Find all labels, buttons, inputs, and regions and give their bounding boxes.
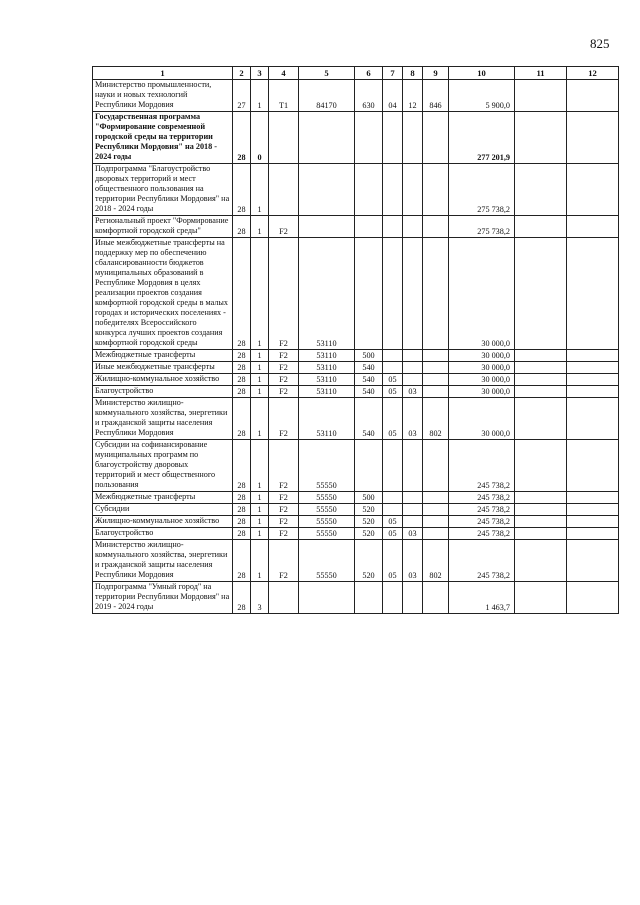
code-cell-c11 bbox=[515, 362, 567, 374]
code-cell-c7 bbox=[383, 216, 403, 238]
amount-cell: 30 000,0 bbox=[449, 386, 515, 398]
table-row bbox=[93, 504, 619, 516]
code-cell-c9: 802 bbox=[423, 398, 449, 440]
table-row bbox=[93, 362, 619, 374]
code-cell-c12 bbox=[567, 528, 619, 540]
code-cell-c4: F2 bbox=[269, 492, 299, 504]
code-cell-c8: 03 bbox=[403, 398, 423, 440]
amount-cell: 30 000,0 bbox=[449, 374, 515, 386]
code-cell-c7: 05 bbox=[383, 386, 403, 398]
code-cell-c6: 540 bbox=[355, 386, 383, 398]
code-cell-c8 bbox=[403, 504, 423, 516]
code-cell-c2: 28 bbox=[233, 398, 251, 440]
column-header-7: 7 bbox=[383, 67, 403, 80]
code-cell-c4: F2 bbox=[269, 440, 299, 492]
table-row bbox=[93, 516, 619, 528]
table-row bbox=[93, 492, 619, 504]
code-cell-c12 bbox=[567, 374, 619, 386]
amount-cell: 5 900,0 bbox=[449, 80, 515, 112]
code-cell-c11 bbox=[515, 516, 567, 528]
row-name-cell: Иные межбюджетные трансферты на поддержку мер по обеспечению сбалансированности бюджетов муниципальных образований в Республике Мордовия в целях реализации проектов создания комфортной городской среды в малых городах и исторических поселениях - победителях Всероссийского конкурса лучших проектов создания комфортной городской среды bbox=[93, 238, 233, 350]
table-row bbox=[93, 80, 619, 112]
amount-cell: 30 000,0 bbox=[449, 350, 515, 362]
amount-cell: 245 738,2 bbox=[449, 504, 515, 516]
code-cell-c2: 28 bbox=[233, 238, 251, 350]
code-cell-c6: 500 bbox=[355, 350, 383, 362]
code-cell-c9: 802 bbox=[423, 540, 449, 582]
code-cell-c5: 55550 bbox=[299, 504, 355, 516]
code-cell-c8 bbox=[403, 440, 423, 492]
row-name-cell: Жилищно-коммунальное хозяйство bbox=[93, 516, 233, 528]
code-cell-c9 bbox=[423, 238, 449, 350]
code-cell-c11 bbox=[515, 440, 567, 492]
row-name-cell: Государственная программа "Формирование современной городской среды на территории Республики Мордовия" на 2018 - 2024 годы bbox=[93, 112, 233, 164]
page-number: 825 bbox=[590, 36, 610, 51]
code-cell-c2: 28 bbox=[233, 112, 251, 164]
code-cell-c8 bbox=[403, 350, 423, 362]
code-cell-c3: 1 bbox=[251, 350, 269, 362]
code-cell-c8 bbox=[403, 164, 423, 216]
amount-cell: 245 738,2 bbox=[449, 540, 515, 582]
code-cell-c2: 28 bbox=[233, 582, 251, 614]
code-cell-c7 bbox=[383, 362, 403, 374]
code-cell-c8 bbox=[403, 516, 423, 528]
code-cell-c11 bbox=[515, 540, 567, 582]
code-cell-c8 bbox=[403, 112, 423, 164]
code-cell-c2: 28 bbox=[233, 216, 251, 238]
code-cell-c12 bbox=[567, 216, 619, 238]
code-cell-c5 bbox=[299, 582, 355, 614]
code-cell-c11 bbox=[515, 504, 567, 516]
code-cell-c3: 3 bbox=[251, 582, 269, 614]
code-cell-c8 bbox=[403, 582, 423, 614]
code-cell-c12 bbox=[567, 504, 619, 516]
code-cell-c4: F2 bbox=[269, 516, 299, 528]
code-cell-c7: 05 bbox=[383, 516, 403, 528]
code-cell-c12 bbox=[567, 398, 619, 440]
amount-cell: 245 738,2 bbox=[449, 492, 515, 504]
code-cell-c3: 1 bbox=[251, 540, 269, 582]
code-cell-c9 bbox=[423, 504, 449, 516]
code-cell-c7 bbox=[383, 504, 403, 516]
code-cell-c7 bbox=[383, 492, 403, 504]
code-cell-c4: F2 bbox=[269, 398, 299, 440]
code-cell-c2: 28 bbox=[233, 362, 251, 374]
code-cell-c11 bbox=[515, 492, 567, 504]
table-row bbox=[93, 582, 619, 614]
code-cell-c2: 28 bbox=[233, 374, 251, 386]
code-cell-c9 bbox=[423, 112, 449, 164]
amount-cell: 245 738,2 bbox=[449, 440, 515, 492]
code-cell-c12 bbox=[567, 440, 619, 492]
amount-cell: 245 738,2 bbox=[449, 516, 515, 528]
code-cell-c2: 28 bbox=[233, 504, 251, 516]
code-cell-c6: 520 bbox=[355, 504, 383, 516]
code-cell-c2: 28 bbox=[233, 528, 251, 540]
code-cell-c3: 1 bbox=[251, 528, 269, 540]
code-cell-c9 bbox=[423, 216, 449, 238]
code-cell-c3: 1 bbox=[251, 516, 269, 528]
row-name-cell: Подпрограмма "Умный город" на территории Республики Мордовия" на 2019 - 2024 годы bbox=[93, 582, 233, 614]
code-cell-c8: 03 bbox=[403, 386, 423, 398]
code-cell-c6: 520 bbox=[355, 516, 383, 528]
code-cell-c7 bbox=[383, 112, 403, 164]
code-cell-c11 bbox=[515, 582, 567, 614]
code-cell-c12 bbox=[567, 386, 619, 398]
code-cell-c3: 1 bbox=[251, 504, 269, 516]
code-cell-c4: F2 bbox=[269, 216, 299, 238]
code-cell-c11 bbox=[515, 216, 567, 238]
amount-cell: 1 463,7 bbox=[449, 582, 515, 614]
table-row bbox=[93, 528, 619, 540]
code-cell-c8 bbox=[403, 374, 423, 386]
code-cell-c5: 53110 bbox=[299, 362, 355, 374]
code-cell-c4: Т1 bbox=[269, 80, 299, 112]
code-cell-c5: 53110 bbox=[299, 238, 355, 350]
column-header-5: 5 bbox=[299, 67, 355, 80]
code-cell-c9 bbox=[423, 374, 449, 386]
code-cell-c9 bbox=[423, 362, 449, 374]
code-cell-c5: 55550 bbox=[299, 492, 355, 504]
code-cell-c5: 55550 bbox=[299, 528, 355, 540]
row-name-cell: Межбюджетные трансферты bbox=[93, 350, 233, 362]
code-cell-c4 bbox=[269, 164, 299, 216]
code-cell-c5 bbox=[299, 164, 355, 216]
code-cell-c12 bbox=[567, 164, 619, 216]
code-cell-c7: 05 bbox=[383, 528, 403, 540]
code-cell-c2: 28 bbox=[233, 540, 251, 582]
code-cell-c3: 1 bbox=[251, 216, 269, 238]
code-cell-c12 bbox=[567, 492, 619, 504]
code-cell-c5: 53110 bbox=[299, 350, 355, 362]
code-cell-c6 bbox=[355, 112, 383, 164]
table-body bbox=[93, 80, 619, 614]
column-header-11: 11 bbox=[515, 67, 567, 80]
table-row bbox=[93, 440, 619, 492]
code-cell-c3: 1 bbox=[251, 362, 269, 374]
amount-cell: 275 738,2 bbox=[449, 164, 515, 216]
code-cell-c12 bbox=[567, 362, 619, 374]
amount-cell: 277 201,9 bbox=[449, 112, 515, 164]
code-cell-c12 bbox=[567, 516, 619, 528]
code-cell-c7 bbox=[383, 582, 403, 614]
code-cell-c8 bbox=[403, 216, 423, 238]
code-cell-c11 bbox=[515, 374, 567, 386]
code-cell-c11 bbox=[515, 386, 567, 398]
table-row bbox=[93, 112, 619, 164]
code-cell-c11 bbox=[515, 112, 567, 164]
amount-cell: 30 000,0 bbox=[449, 362, 515, 374]
code-cell-c8 bbox=[403, 238, 423, 350]
code-cell-c4: F2 bbox=[269, 374, 299, 386]
table-row bbox=[93, 164, 619, 216]
code-cell-c6: 500 bbox=[355, 492, 383, 504]
column-header-12: 12 bbox=[567, 67, 619, 80]
code-cell-c4 bbox=[269, 112, 299, 164]
code-cell-c9 bbox=[423, 164, 449, 216]
code-cell-c12 bbox=[567, 238, 619, 350]
code-cell-c7: 05 bbox=[383, 374, 403, 386]
code-cell-c4: F2 bbox=[269, 504, 299, 516]
code-cell-c4: F2 bbox=[269, 386, 299, 398]
row-name-cell: Благоустройство bbox=[93, 386, 233, 398]
code-cell-c12 bbox=[567, 350, 619, 362]
code-cell-c6 bbox=[355, 440, 383, 492]
row-name-cell: Межбюджетные трансферты bbox=[93, 492, 233, 504]
code-cell-c7 bbox=[383, 164, 403, 216]
code-cell-c9 bbox=[423, 350, 449, 362]
table-row bbox=[93, 386, 619, 398]
code-cell-c5 bbox=[299, 216, 355, 238]
code-cell-c7: 05 bbox=[383, 398, 403, 440]
code-cell-c2: 28 bbox=[233, 516, 251, 528]
column-header-4: 4 bbox=[269, 67, 299, 80]
code-cell-c9 bbox=[423, 440, 449, 492]
code-cell-c7: 05 bbox=[383, 540, 403, 582]
table-row bbox=[93, 350, 619, 362]
code-cell-c5: 55550 bbox=[299, 516, 355, 528]
amount-cell: 275 738,2 bbox=[449, 216, 515, 238]
code-cell-c3: 1 bbox=[251, 492, 269, 504]
code-cell-c7: 04 bbox=[383, 80, 403, 112]
code-cell-c3: 1 bbox=[251, 374, 269, 386]
code-cell-c6: 540 bbox=[355, 398, 383, 440]
column-header-6: 6 bbox=[355, 67, 383, 80]
table-row bbox=[93, 540, 619, 582]
code-cell-c5: 84170 bbox=[299, 80, 355, 112]
code-cell-c4 bbox=[269, 582, 299, 614]
code-cell-c12 bbox=[567, 540, 619, 582]
code-cell-c2: 28 bbox=[233, 386, 251, 398]
code-cell-c3: 1 bbox=[251, 440, 269, 492]
code-cell-c5: 55550 bbox=[299, 540, 355, 582]
column-header-10: 10 bbox=[449, 67, 515, 80]
code-cell-c8 bbox=[403, 362, 423, 374]
code-cell-c3: 1 bbox=[251, 386, 269, 398]
table-row bbox=[93, 216, 619, 238]
code-cell-c7 bbox=[383, 350, 403, 362]
code-cell-c6: 520 bbox=[355, 540, 383, 582]
code-cell-c6: 540 bbox=[355, 374, 383, 386]
code-cell-c11 bbox=[515, 238, 567, 350]
amount-cell: 245 738,2 bbox=[449, 528, 515, 540]
code-cell-c11 bbox=[515, 80, 567, 112]
code-cell-c6 bbox=[355, 216, 383, 238]
row-name-cell: Подпрограмма "Благоустройство дворовых территорий и мест общественного пользования на территории Республики Мордовия" на 2018 - 2024 годы bbox=[93, 164, 233, 216]
code-cell-c6: 540 bbox=[355, 362, 383, 374]
row-name-cell: Жилищно-коммунальное хозяйство bbox=[93, 374, 233, 386]
code-cell-c2: 28 bbox=[233, 164, 251, 216]
code-cell-c5: 55550 bbox=[299, 440, 355, 492]
code-cell-c3: 1 bbox=[251, 80, 269, 112]
code-cell-c4: F2 bbox=[269, 528, 299, 540]
code-cell-c6: 520 bbox=[355, 528, 383, 540]
code-cell-c8: 03 bbox=[403, 528, 423, 540]
code-cell-c3: 1 bbox=[251, 398, 269, 440]
code-cell-c11 bbox=[515, 164, 567, 216]
code-cell-c4: F2 bbox=[269, 362, 299, 374]
code-cell-c2: 28 bbox=[233, 492, 251, 504]
header-row bbox=[93, 67, 619, 80]
row-name-cell: Министерство жилищно-коммунального хозяйства, энергетики и гражданской защиты населения Республики Мордовия bbox=[93, 540, 233, 582]
code-cell-c4: F2 bbox=[269, 238, 299, 350]
code-cell-c2: 28 bbox=[233, 440, 251, 492]
code-cell-c3: 1 bbox=[251, 238, 269, 350]
code-cell-c5: 53110 bbox=[299, 374, 355, 386]
code-cell-c11 bbox=[515, 528, 567, 540]
code-cell-c4: F2 bbox=[269, 540, 299, 582]
code-cell-c4: F2 bbox=[269, 350, 299, 362]
code-cell-c9 bbox=[423, 516, 449, 528]
code-cell-c9 bbox=[423, 386, 449, 398]
code-cell-c9 bbox=[423, 528, 449, 540]
code-cell-c12 bbox=[567, 80, 619, 112]
code-cell-c11 bbox=[515, 350, 567, 362]
code-cell-c5 bbox=[299, 112, 355, 164]
code-cell-c7 bbox=[383, 238, 403, 350]
row-name-cell: Региональный проект "Формирование комфортной городской среды" bbox=[93, 216, 233, 238]
code-cell-c2: 27 bbox=[233, 80, 251, 112]
column-header-9: 9 bbox=[423, 67, 449, 80]
table-row bbox=[93, 238, 619, 350]
table-row bbox=[93, 374, 619, 386]
row-name-cell: Субсидии bbox=[93, 504, 233, 516]
code-cell-c3: 1 bbox=[251, 164, 269, 216]
column-header-2: 2 bbox=[233, 67, 251, 80]
budget-table bbox=[92, 66, 619, 614]
code-cell-c2: 28 bbox=[233, 350, 251, 362]
amount-cell: 30 000,0 bbox=[449, 398, 515, 440]
code-cell-c9 bbox=[423, 582, 449, 614]
row-name-cell: Министерство жилищно-коммунального хозяйства, энергетики и гражданской защиты населения Республики Мордовия bbox=[93, 398, 233, 440]
code-cell-c8: 03 bbox=[403, 540, 423, 582]
code-cell-c6 bbox=[355, 582, 383, 614]
code-cell-c5: 53110 bbox=[299, 398, 355, 440]
code-cell-c3: 0 bbox=[251, 112, 269, 164]
code-cell-c8 bbox=[403, 492, 423, 504]
code-cell-c9 bbox=[423, 492, 449, 504]
code-cell-c12 bbox=[567, 582, 619, 614]
code-cell-c12 bbox=[567, 112, 619, 164]
table-row bbox=[93, 398, 619, 440]
column-header-8: 8 bbox=[403, 67, 423, 80]
amount-cell: 30 000,0 bbox=[449, 238, 515, 350]
row-name-cell: Министерство промышленности, науки и новых технологий Республики Мордовия bbox=[93, 80, 233, 112]
row-name-cell: Субсидии на софинансирование муниципальных программ по благоустройству дворовых территорий и мест общественного пользования bbox=[93, 440, 233, 492]
row-name-cell: Благоустройство bbox=[93, 528, 233, 540]
column-header-1: 1 bbox=[93, 67, 233, 80]
code-cell-c8: 12 bbox=[403, 80, 423, 112]
code-cell-c6 bbox=[355, 164, 383, 216]
row-name-cell: Иные межбюджетные трансферты bbox=[93, 362, 233, 374]
code-cell-c6 bbox=[355, 238, 383, 350]
column-header-3: 3 bbox=[251, 67, 269, 80]
code-cell-c11 bbox=[515, 398, 567, 440]
code-cell-c9: 846 bbox=[423, 80, 449, 112]
code-cell-c7 bbox=[383, 440, 403, 492]
code-cell-c6: 630 bbox=[355, 80, 383, 112]
code-cell-c5: 53110 bbox=[299, 386, 355, 398]
